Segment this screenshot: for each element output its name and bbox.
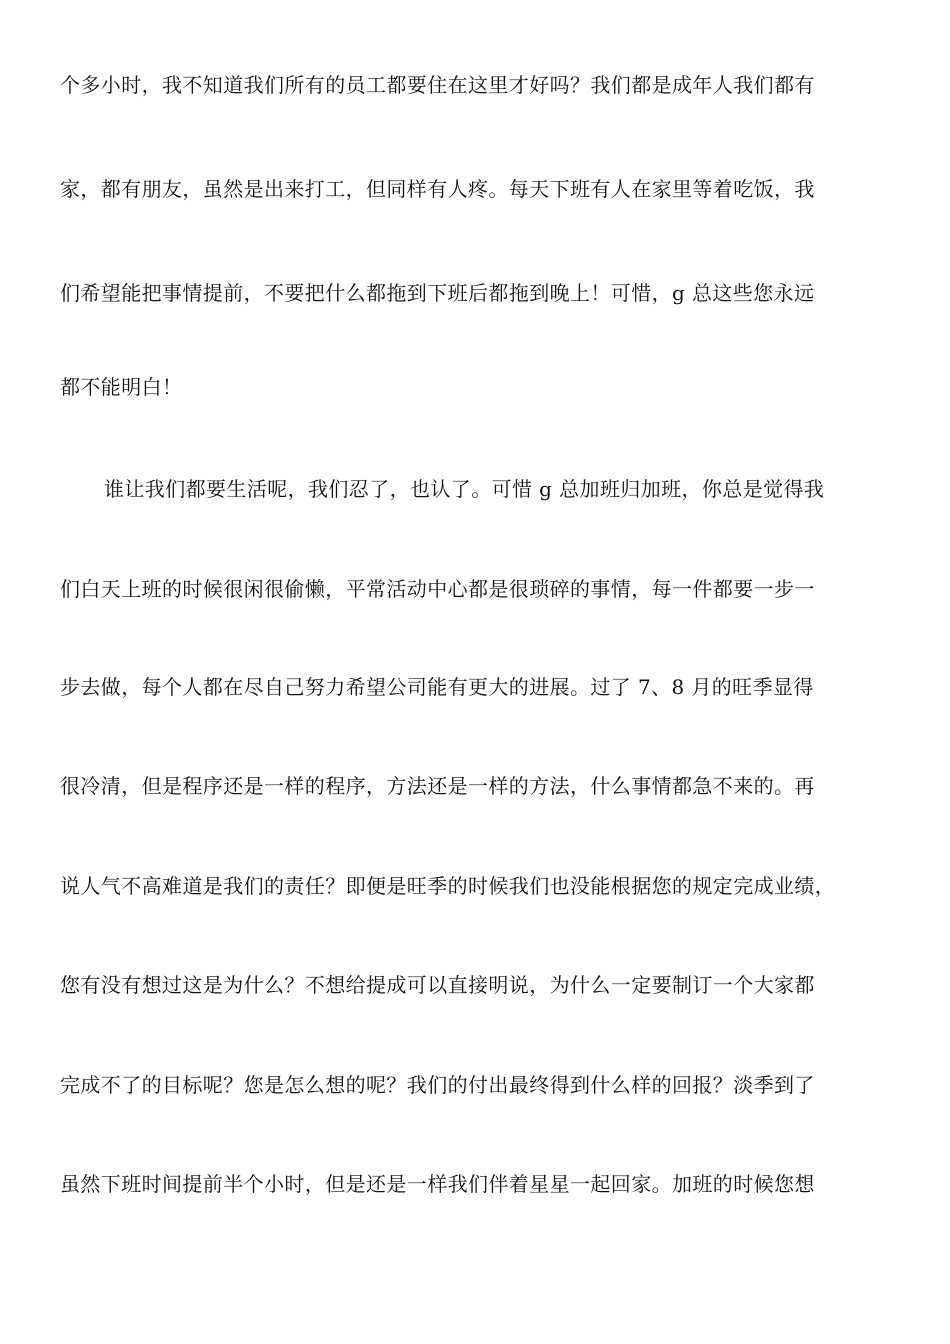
paragraph-2-line-4: 很冷清，但是程序还是一样的程序，方法还是一样的方法，什么事情都急不来的。再 (60, 774, 815, 798)
paragraph-2-line-7: 完成不了的目标呢？您是怎么想的呢？我们的付出最终得到什么样的回报？淡季到了 (60, 1073, 815, 1097)
paragraph-2-line-8: 虽然下班时间提前半个小时，但是还是一样我们伴着星星一起回家。加班的时候您想 (60, 1172, 815, 1196)
paragraph-1-line-2: 家，都有朋友，虽然是出来打工，但同样有人疼。每天下班有人在家里等着吃饭，我 (60, 177, 815, 201)
paragraph-1-line-1: 个多小时，我不知道我们所有的员工都要住在这里才好吗？我们都是成年人我们都有 (60, 73, 815, 97)
paragraph-1-line-4: 都不能明白！ (60, 375, 183, 399)
paragraph-2-line-5: 说人气不高难道是我们的责任？即便是旺季的时候我们也没能根据您的规定完成业绩， (60, 874, 836, 898)
paragraph-2-line-3: 步去做，每个人都在尽自己努力希望公司能有更大的进展。过了 7、8 月的旺季显得 (60, 675, 814, 699)
paragraph-1-line-3: 们希望能把事情提前，不要把什么都拖到下班后都拖到晚上！可惜，g 总这些您永远 (60, 281, 815, 305)
paragraph-2-line-1: 谁让我们都要生活呢，我们忍了，也认了。可惜 g 总加班归加班，你总是觉得我 (104, 477, 825, 501)
paragraph-2-line-2: 们白天上班的时候很闲很偷懒，平常活动中心都是很琐碎的事情，每一件都要一步一 (60, 577, 815, 601)
paragraph-2-line-6: 您有没有想过这是为什么？不想给提成可以直接明说，为什么一定要制订一个大家都 (60, 973, 815, 997)
